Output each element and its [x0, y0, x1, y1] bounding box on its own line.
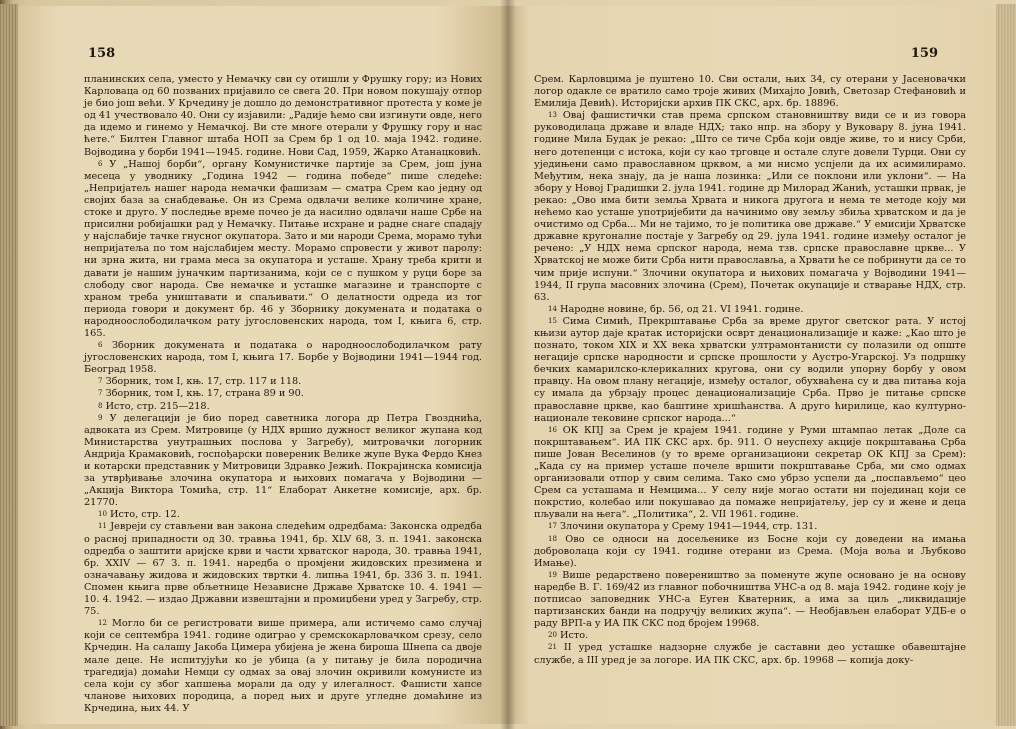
paragraph-text: Злочини окупатора у Срему 1941—1944, стр. 131. [560, 521, 818, 533]
paragraph-text: планинских села, уместо у Немачку сви су отишли у Фрушку гору; из Нових Карловаца од 60 позваних пријавило се свега 20. При новом покушају отпор је био још већи. У Крчедину је дошло до демонстративног протеста у коме је од 41 учествовало 40. Они су изјавили: „Радије ћемо сви изгинути овде, него да идемо и гинемо у Немачкој. Ви сте многе отерали у Фрушку гору и нас ћете.“ Билтен Главног штаба НОП за Срем бр 1 од 10. маја 1942. године. Војводина у борби 1941—1945. године. Нови Сад, 1959, Жарко Атанацковић. [84, 74, 482, 158]
right-page-number: 159 [910, 46, 938, 61]
paragraph [84, 376, 482, 388]
paragraph-text: Исто. [560, 630, 589, 642]
right-page-text [534, 74, 966, 667]
paragraph [534, 316, 966, 425]
right-page-edges [996, 4, 1016, 726]
paragraph [84, 159, 482, 340]
paragraph [534, 642, 966, 666]
paragraph [84, 509, 482, 521]
left-page [18, 6, 508, 724]
paragraph [84, 618, 482, 715]
footnote-number: 17 [548, 522, 557, 531]
paragraph [534, 521, 966, 533]
footnote-number: 19 [548, 570, 557, 579]
paragraph [534, 534, 966, 570]
footnote-number: 8 [98, 401, 103, 410]
paragraph [84, 413, 482, 510]
paragraph-text: Народне новине, бр. 56, од 21. VI 1941. године. [560, 303, 804, 315]
footnote-number: 10 [98, 510, 107, 519]
paragraph-text: Зборник докумената и података о народноослободилачком рату југословенских народа, том I, књига 17. Борбе у Војводини 1941—1944 год. Београд 1958. [84, 340, 482, 376]
paragraph-text: ОК КПЈ за Срем је крајем 1941. године у Руми штампао летак „Доле са покрштавањем“. ИА ПК СКС арх. бр. 911. О неуспеху акције покрштавања Срба пише Јован Веселинов (у то време организациони секретар ОК КПЈ за Срем): „Када су на пример усташе почеле вршити покрштавање Срба, ми смо одмах организовали отпор у свим селима. Тако смо убрзо успели да „поспављемо“ цео Срем са усташама и Немцима... У селу није могао остати ни појединац који се покрстио, колебао или покушавао да помаже непријатељу, јер су и жене и деца пљували на њега“. „Политика“, 2. VII 1961. године. [534, 424, 966, 521]
paragraph-text: Јевреји су стављени ван закона следећим одредбама: Законска одредба о расној припадности од 30. травња 1941, бр. XLV 68, З. п. 1941. законска одредба о заштити аријске крви и части хрватског народа, 30. травња 1941, бр. XXIV — 67 З. п. 1941. наредба о промјени жидовских презимена и означавању жидова и жидовских твртки 4. липња 1941, бр. 336 З. п. 1941. Спомен књига прве обљетнице Независне Државе Хрватске 10. 4. 1941 — 10. 4. 1942. — издао Државни извештајни и промиџбени уред у Загребу, стр. 75. [84, 521, 482, 618]
paragraph-text: Исто, стр. 215—218. [105, 400, 210, 412]
footnote-number: 13 [548, 111, 557, 120]
footnote-number: 7 [98, 377, 103, 386]
paragraph-text: Исто, стр. 12. [110, 509, 180, 521]
paragraph-text: Сима Симић, Прекрштавање Срба за време другог светског рата. У истој књизи аутор даје кратак историјски осврт денационализације и каже: „Као што је познато, током XIX и XX века хрватски ултрамонтанисти су полазили од опште негације српске народности и српске прошлости у Аустро-Угарској. Уз подршку бечких камарилско-клерикалних кругова, они су водили упорну борбу у овом правцу. На овом плану негације, између осталог, обухваћена су и два питања која су имала да убрзају процес денационализације Срба. Прво је питање српске православне цркве, као баштине хришћанства. А друго ћирилице, као културно-национале тековине српског народа...“ [534, 315, 966, 424]
paragraph [534, 630, 966, 642]
footnote-number: 11 [98, 522, 107, 531]
footnote-number: 18 [548, 534, 557, 543]
paragraph-text: Срем. Карловцима је пуштено 10. Сви остали, њих 34, су отерани у Јасеновачки логор одакле се вратило само троје живих (Михајло Јовић, Светозар Стефановић и Емилија Девић). Историјски архив ПК СКС, арх. бр. 18896. [534, 74, 966, 110]
footnote-number: 20 [548, 631, 557, 640]
paragraph-text: Могло би се регистровати више примера, али истичемо само случај који се септембра 1941. године одиграо у сремскокарловачком срезу, село Крчедин. На салашу Јакоба Цимера убијена је жена бироша Шнепа са двоје мале деце. Не испитујући ко је убица (а у питању је била породична трагедија) домаћи Немци су одмах за овај злочин окривили комунисте из села који су због хапшења морали да оду у илегалност. Фашисти хапсе чланове њихових породица, а поред њих и друге угледне домаћине из Крчедина, њих 44. У [84, 618, 482, 714]
paragraph-text: Зборник, том I, књ. 17, стр. 117 и 118. [105, 376, 302, 388]
paragraph-text: II уред усташке надзорне службе је саставни део усташке обавештајне службе, а III уред је за логоре. ИА ПК СКС, арх. бр. 19968 — копија доку- [534, 642, 966, 666]
footnote-number: 15 [548, 316, 557, 325]
paragraph [84, 521, 482, 618]
left-page-text [84, 74, 482, 715]
paragraph [534, 74, 966, 110]
footnote-number: 16 [548, 425, 557, 434]
footnote-number: 6 [98, 341, 103, 350]
right-page [508, 6, 996, 724]
paragraph-text: У „Нашој борби“, органу Комунистичке партије за Срем, још јуна месеца у уводнику „Година 1942 — година победе“ пише следеће: „Непријатељ нашег народа немачки фашизам — сматра Срем као једну од својих база за снабдевање. Он из Срема одвлачи велике количине хране, стоке и друго. У последње време почео је да насилно одвлачи наше Србе на присилни робијашки рад у Немачку. Питање исхране и радне снаге спадају у најслабије тачке гнусног окупатора. Зато и ми народи Срема, морамо тући непријатеља по том најслабијем месту. Морамо спровести у живот паролу: ни зрна жита, ни грама меса за окупатора и усташе. Храну треба крити и давати је нашим јуначким партизанима, који се с пушком у руци боре за слободу свог народа. Све немачке и усташке магазине и транспорте с храном треба уништавати и спаљивати.“ О делатности одреда из тог периода говори и документ бр. 46 у Зборнику докумената и података о народноослободилачком рату југословенских народа, том I, књига 6, стр. 165. [84, 158, 482, 339]
footnote-number: 12 [98, 619, 107, 628]
book-gutter [500, 0, 516, 729]
footnote-number: 14 [548, 304, 557, 313]
left-page-number: 158 [88, 46, 116, 61]
paragraph [534, 110, 966, 304]
footnote-number: 9 [98, 413, 103, 422]
footnote-number: 7 [98, 389, 103, 398]
left-page-edges [0, 4, 18, 726]
paragraph-text: Више редарствено повереништво за поменуте жупе основано је на основу наредбе В. Г. 169/42 из главног побочништва УНС-а од 8. маја 1942. године коју је потписао заповедник УНС-а Еуген Кватерник, а има за циљ „ликвидације партизанских банди на подручју великих жупа“. — Необјављен елаборат УДБ-е о раду ВРП-а у ИА ПК СКС под бројем 19968. [534, 569, 966, 630]
paragraph-text: Ово се односи на досељенике из Босне који су доведени на имања доброволаца који су 1941. године отерани из Срема. (Моја воља и Љубково Имање). [534, 533, 966, 569]
paragraph [84, 340, 482, 376]
paragraph [534, 570, 966, 630]
paragraph [534, 304, 966, 316]
paragraph [84, 74, 482, 159]
paragraph-text: Зборник, том I, књ. 17, страна 89 и 90. [105, 388, 304, 400]
paragraph [84, 401, 482, 413]
paragraph-text: Овај фашистички став према српском становништву види се и из говора руководилаца државе и владе НДХ; тако нпр. на збору у Вуковару 8. јуна 1941. године Мила Будак је рекао: „Што се тиче Срба који овдје живе, то и нису Срби, него дотепенци с истока, који су као трговце и остале слуге довели Турци. Они су уједињени само православном црквом, а ми нисмо успјели да их асимилирамо. Међутим, нека знају, да је наша лозинка: „Или се поклони или уклони“. — На збору у Новој Градишки 2. јула 1941. године др Милорад Жанић, усташки првак, је рекао: „Ово има бити земља Хрвата и никога другога и нема те методе коју ми нећемо као усташе употријебити да начинимо ову земљу збиља хрватском и да је очистимо од Срба... Ми не тајимо, то је политика ове државе.“ У емисији Хрватске државне кругоналне постаје у Загребу од 29. јула 1941. године између осталог је речено: „У НДХ нема српског народа, нема тзв. српске православне цркве... У Хрватској не може бити Срба нити православља, а Хрвати ће се побринути да се то чим прије испуни.“ Злочини окупатора и њихових помагача у Војводини 1941—1944, II група масовних злочина (Срем), Почетак окупације и стварање НДХ, стр. 63. [534, 110, 966, 303]
paragraph [84, 388, 482, 400]
footnote-number: 6 [98, 159, 103, 168]
paragraph-text: У делегацији је био поред саветника логора др Петра Гвозднића, адвоката из Срем. Митровице (у НДХ вршио дужност великог жупана код Министарства унутрашњих послова у Загребу), митровачки логорник Андрија Крамаковић, госпођарски повереник Велике жупе Вука Фердо Кнез и котарски представник у Митровици Здравко Јежић. Покрајинска комисија за утврђивање злочина окупатора и њихових помагача у Војводини — „Акција Виктора Томића, стр. 11“ Елаборат Анкетне комисије, арх. бр. 21770. [84, 412, 482, 509]
footnote-number: 21 [548, 643, 557, 652]
paragraph [534, 425, 966, 522]
